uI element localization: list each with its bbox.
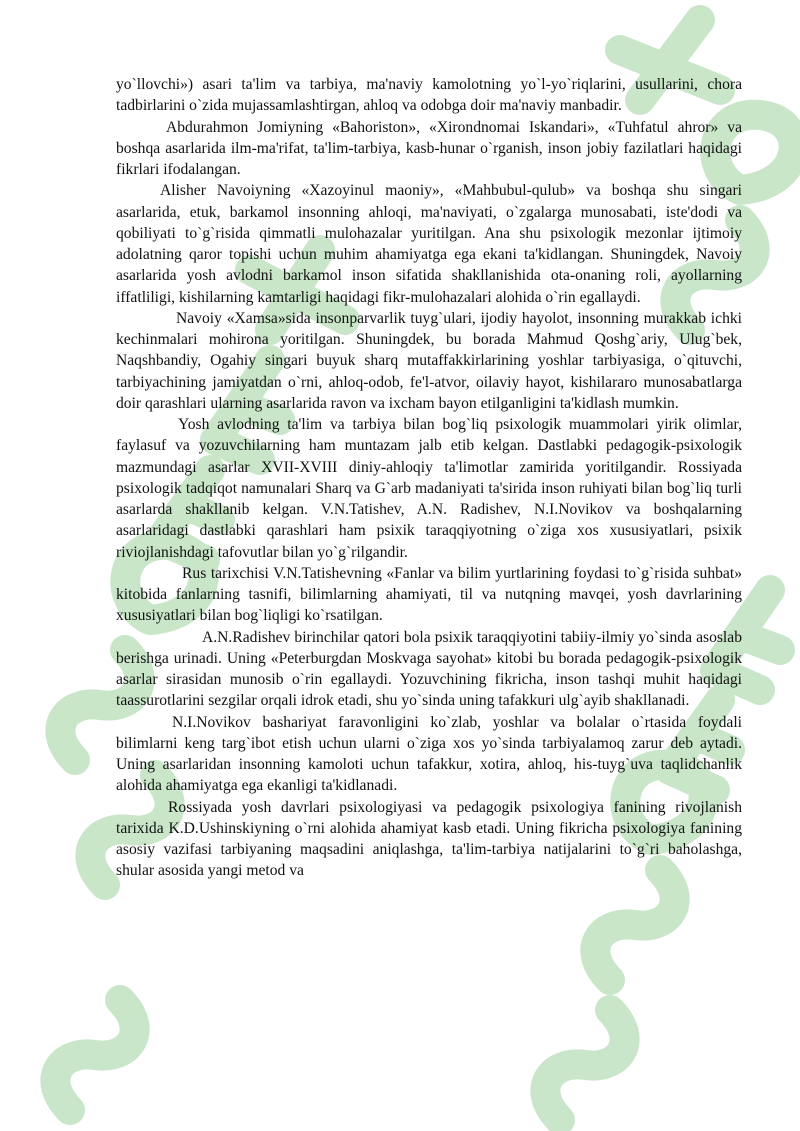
paragraph-3: Alisher Navoiyning «Xazoyinul maoniy», «Mahbubul-qulub» va boshqa shu singari asarlarida, etuk, barkamol insonning ahloqi, ma'naviyati, o`zgalarga munosabati, iste'dodi va qobiliyati to`g`risida qimmatli mulohazalar yuritilgan. Ana shu psixologik mezonlar ijtimoiy adolatning qaror topishi uchun muhim ahamiyatga ega ekani ta'kidlangan. Shuningdek, Navoiy asarlarida yosh avlodni barkamol inson sifatida shakllanishida ota-onaning roli, ayollarning iffatliligi, kishilarning kamtarligi haqidagi fikr-mulohazalari alohida o`rin egallaydi. xyxy=(116,182,742,306)
paragraph-9: Rossiyada yosh davrlari psixologiyasi va pedagogik psixologiya fanining rivojlanish tarixida K.D.Ushinskiyning o`rni alohida ahamiyat kasb etadi. Uning fikricha psixologiya fanining asosiy vazifasi tarbiyaning maqsadini aniqlashga, ta'lim-tarbiya natijalarini to`g`ri baholashga, shular asosida yangi metod va xyxy=(116,798,742,880)
paragraph-7: A.N.Radishev birinchilar qatori bola psixik taraqqiyotini tabiiy-ilmiy yo`sinda asoslab berishga urinadi. Uning «Peterburgdan Moskvaga sayohat» kitobi bu borada pedagogik-psixologik asarlar sirasidan munosib o`rin egallaydi. Yozuvchining fikricha, inson tashqi muhit haqidagi taassurotlarini sezgilar orqali idrok etadi, shu yo`sinda uning tafakkuri ulg`ayib shakllanadi. xyxy=(116,628,742,710)
watermark-letter-s-4 xyxy=(545,1010,624,1120)
document-page xyxy=(116,74,742,882)
watermark-letter-s-5 xyxy=(595,870,674,980)
paragraph-1: yo`llovchi») asari ta'lim va tarbiya, ma'naviy kamolotning yo`l-yo`riqlarini, usullarini, chora tadbirlarini o`zida mujassamlashtirgan, ahloq va odobga doir ma'naviy manbadir. xyxy=(116,76,742,115)
paragraph-5: Yosh avlodning ta'lim va tarbiya bilan bog`liq psixologik muammolari yirik olimlar, faylasuf va yozuvchilarning ham muntazam jalb etib kelgan. Dastlabki pedagogik-psixologik mazmundagi asarlar XVII-XVIII diniy-ahloqiy ta'limotlar zamirida yoritilgandir. Rossiyada psixologik tadqiqot namunalari Sharq va G`arb madaniyati ta'sirida inson ruhiyati bilan bog`liq turli asarlarda shakllanib kelgan. V.N.Tatishev, A.N. Radishev, N.I.Novikov va boshqalarning asarlaridagi dastlabki qarashlari ham psixik taraqqiyotning o`ziga xos xususiyatlari, psixik riviojlanishdagi tafovutlar bilan yo`g`rilgandir. xyxy=(116,416,742,561)
paragraph-6: Rus tarixchisi V.N.Tatishevning «Fanlar va bilim yurtlarining foydasi to`g`risida suhbat» kitobida fanlarning tasnifi, bilimlarning ahamiyati, til va nutqning mavqei, yosh davrlarining xususiyatlari bilan bog`liqligi ko`rsatilgan. xyxy=(116,564,742,625)
watermark-letter-s-1 xyxy=(55,1000,134,1110)
paragraph-8: N.I.Novikov bashariyat faravonligini ko`zlab, yoshlar va bolalar o`rtasida foydali bilimlarni keng targ`ibot etish uchun ularni o`ziga xos yo`sinda tarbiyalamoq zarur deb aytadi. Uning asarlaridan insonning kamoloti uchun tafakkur, xotira, ahloq, his-tuyg`uva taqlidchanlik alohida ahamiyatga ega ekanligi ta'kidlanadi. xyxy=(116,713,742,795)
paragraph-2: Abdurahmon Jomiyning «Bahoriston», «Xirondnomai Iskandari», «Tuhfatul ahror» va boshqa asarlarida ilm-ma'rifat, ta'lim-tarbiya, kasb-hunar o`rganish, inson jobiy fazilatlari haqidagi fikrlari ifodalangan. xyxy=(116,118,742,178)
paragraph-4: Navoiy «Xamsa»sida insonparvarlik tuyg`ulari, ijodiy hayolot, insonning murakkab ichki kechinmalari mohirona yoritilgan. Shuningdek, bu borada Mahmud Qoshg`ariy, Ulug`bek, Naqshbandiy, Ogahiy singari buyuk sharq mutaffakkirlarining yoshlar tarbiyasiga, o`qituvchi, tarbiyachining jamiyatdan o`rni, ahloq-odob, fe'l-atvor, oilaviy hayot, kishilararo munosabatlarga doir qarashlari ularning asarlarida ravon va ixcham bayon etilganligini ta'kidlash mumkin. xyxy=(116,309,742,412)
